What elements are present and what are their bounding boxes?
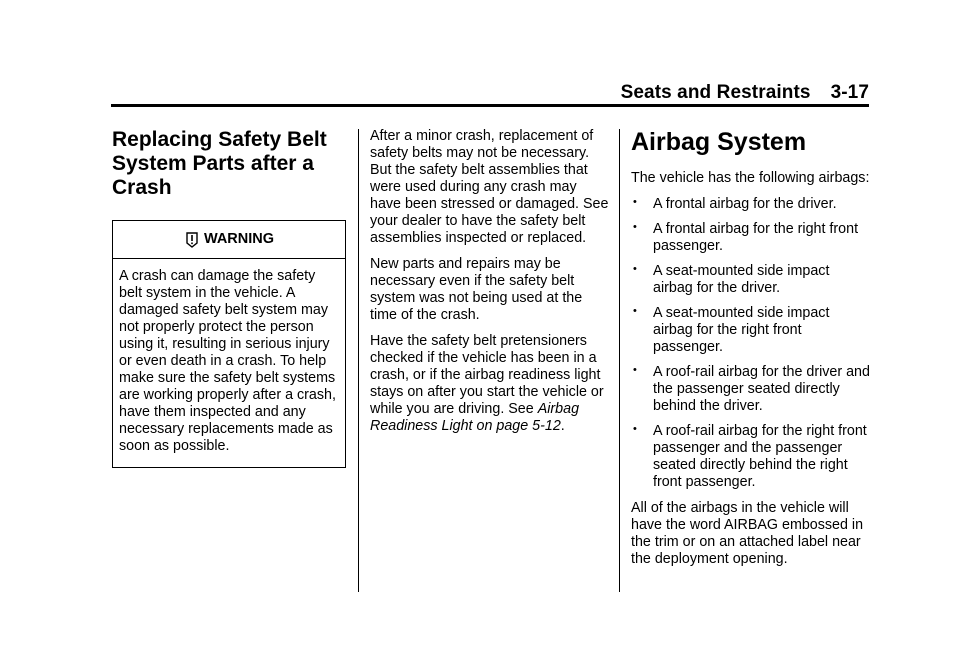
paragraph: New parts and repairs may be necessary even if the safety belt system was not being used at the time of the crash. xyxy=(370,256,583,323)
intro-paragraph: The vehicle has the following airbags: xyxy=(631,170,870,186)
warning-header xyxy=(113,221,345,259)
paragraph-end: . xyxy=(560,418,565,434)
paragraph-text: Have the safety belt pretensioners checked if the vehicle has been in a crash, or if the airbag readiness light stays on after you start the vehicle or while you are driving. See xyxy=(370,333,604,417)
bullet-icon: • xyxy=(633,305,637,317)
column-right xyxy=(631,128,871,577)
list-item-text: A seat-mounted side impact airbag for the right front passenger. xyxy=(653,305,830,355)
paragraph: All of the airbags in the vehicle will have the word AIRBAG embossed in the trim or on an attached label near the deployment opening. xyxy=(631,500,864,567)
bullet-icon: • xyxy=(633,221,637,233)
paragraph xyxy=(370,333,610,435)
section-title: Seats and Restraints xyxy=(620,82,811,103)
warning-text: A crash can damage the safety belt system in the vehicle. A damaged safety belt system may not properly protect the person using it, resulting in serious injury or even death in a crash. To help make sure the safety belt systems are working properly after a crash, have them inspected and any necessary replacements made as soon as possible. xyxy=(119,268,336,454)
warning-icon xyxy=(184,231,200,249)
paragraph: After a minor crash, replacement of safety belts may not be necessary. But the safety belt assemblies that were used during any crash may have been stressed or damaged. See your dealer to have the safety belt assemblies inspected or replaced. xyxy=(370,128,609,246)
bullet-icon: • xyxy=(633,364,637,376)
list-item xyxy=(631,263,871,297)
page-header xyxy=(111,82,869,104)
list-item-text: A roof-rail airbag for the driver and the passenger seated directly behind the driver. xyxy=(653,364,870,414)
airbag-list xyxy=(631,196,871,491)
column-left xyxy=(112,128,350,468)
list-item-text: A frontal airbag for the driver. xyxy=(653,196,837,212)
bullet-icon: • xyxy=(633,423,637,435)
header-rule xyxy=(111,104,869,107)
list-item-text: A roof-rail airbag for the right front passenger and the passenger seated directly behind the right front passenger. xyxy=(653,423,867,490)
column-divider xyxy=(619,129,620,592)
list-item xyxy=(631,221,871,255)
section-heading: Airbag System xyxy=(631,128,807,156)
warning-title: WARNING xyxy=(203,231,275,247)
column-divider xyxy=(358,129,359,592)
cross-reference-link[interactable]: Airbag Readiness Light on page 5-12 xyxy=(370,401,580,434)
list-item xyxy=(631,423,871,491)
column-middle xyxy=(370,128,610,444)
list-item xyxy=(631,364,871,415)
list-item xyxy=(631,305,871,356)
bullet-icon: • xyxy=(633,196,637,208)
list-item-text: A seat-mounted side impact airbag for the driver. xyxy=(653,263,830,296)
bullet-icon: • xyxy=(633,263,637,275)
page-number: 3-17 xyxy=(830,82,869,103)
list-item-text: A frontal airbag for the right front passenger. xyxy=(653,221,859,254)
list-item xyxy=(631,196,871,213)
section-heading: Replacing Safety Belt System Parts after a Crash xyxy=(112,128,327,199)
warning-box xyxy=(112,220,346,468)
